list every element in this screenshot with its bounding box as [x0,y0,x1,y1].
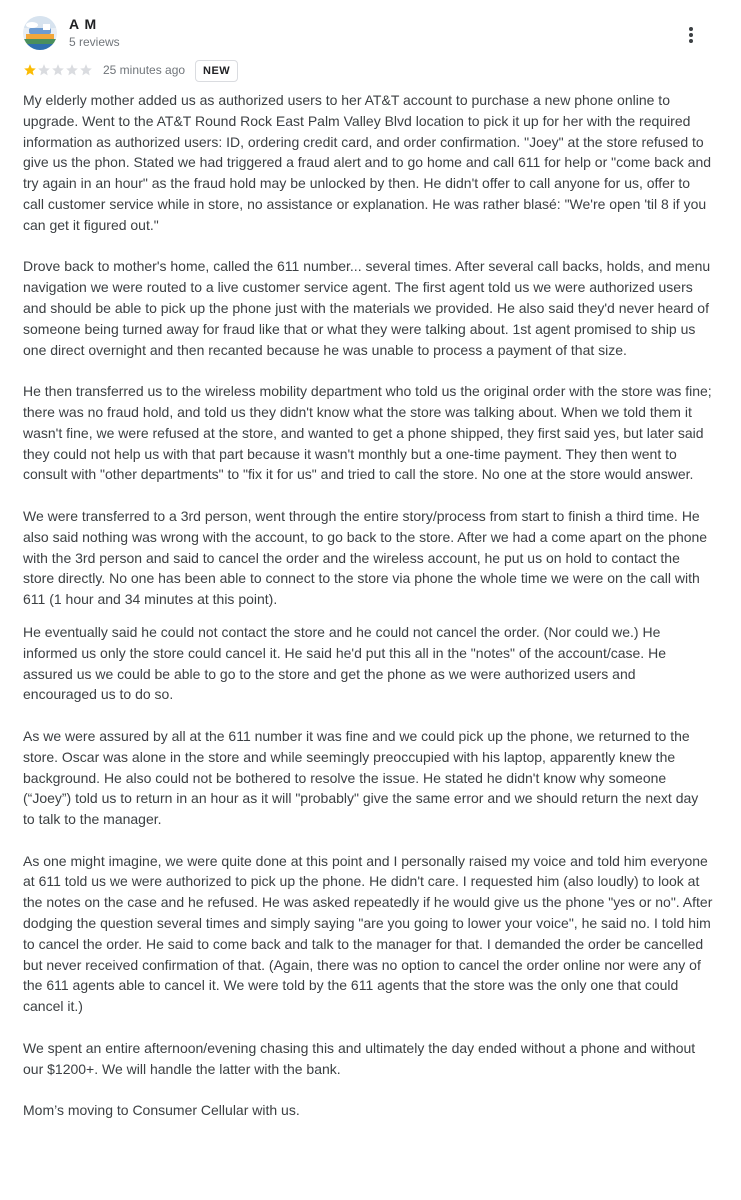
review-paragraph: We were transferred to a 3rd person, went through the entire story/process from start to finish a third time. He also said nothing was wrong with the account, to go back to the store. After we had a come apart on the phone with the 3rd person and said to cancel the order and the wireless account, he put us on hold to contact the store directly. No one has been able to connect to the store via phone the whole time we were on the call with 611 (1 hour and 34 minutes at this point). [23,507,708,608]
review-paragraph: My elderly mother added us as authorized users to her AT&T account to purchase a new phone online to upgrade. Went to the AT&T Round Rock East Palm Valley Blvd location to pick it up for her with the required information as authorized users: ID, ordering credit card, and order confirmation. "Joey" at the store refused to give us the phon. Stated we had triggered a fraud alert and to go home and call 611 for help or "come back and try again in an hour" as the fraud hold may be unlocked by then. He didn't offer to call anyone for us, offer to call customer service while in store, no assistance or explanation. He was rather blasé: "We're open 'til 8 if you can get it figured out." [23,92,712,233]
star-filled-icon [23,63,37,77]
review-time: 25 minutes ago [103,63,186,77]
review-paragraph: Mom’s moving to Consumer Cellular with us. [23,1102,300,1119]
review-paragraph: As we were assured by all at the 611 number it was fine and we could pick up the phone, we returned to the store. Oscar was alone in the store and while seemingly preoccupied with his laptop, apparently knew the background. He also could not be bothered to resolve the issue. He stated he didn't know why someone (“Joey”) told us to return in an hour as it will "probably" give the same error and we should return the next day to talk to the manager. [23,727,699,828]
review-header [23,16,713,56]
review-paragraph: He then transferred us to the wireless mobility department who told us the original order with the store was fine; there was no fraud hold, and told us they didn't know what the store was talking about. When we told them it wasn't fine, we were refused at the store, and wanted to get a phone shipped, they first said yes, but later said they could not help us with that part because it wasn't monthly but a one-time payment. They then went to consult with "other departments" to "fix it for us" and tried to call the store. No one at the store would answer. [23,383,712,483]
author-name[interactable]: A M [69,16,98,32]
review-paragraph: We spent an entire afternoon/evening chasing this and ultimately the day ended without a phone and without our $1200+. We will handle the latter with the bank. [23,1039,696,1077]
star-empty-icon [51,63,65,77]
review-paragraph: He eventually said he could not contact the store and he could not cancel the order. (Nor could we.) He informed us only the store could cancel it. He said he'd put this all in the "notes" of the account/case. He assured us we could be able to go to the store and get the phone as we were authorized users and encouraged us to do so. [23,623,666,703]
star-rating [23,63,93,77]
more-vert-icon-dot [689,39,693,43]
star-empty-icon [65,63,79,77]
star-empty-icon [79,63,93,77]
review-paragraph: Drove back to mother's home, called the 611 number... several times. After several call backs, holds, and menu navigation we were routed to a live customer service agent. The first agent told us we were authorized users and should be able to pick up the phone just with the materials we provided. He also said they'd never heard of someone being turned away for fraud like that or what they were talking about. 1st agent promised to ship us one direct overnight and then recanted because he was unable to process a payment of that size. [23,258,711,358]
review-paragraph: As one might imagine, we were quite done at this point and I personally raised my voice and told him everyone at 611 told us we were authorized to pick up the phone. He didn't care. I requested him (also loudly) to look at the notes on the case and he refused. He was asked repeatedly if he would give us the phone "yes or no". After dodging the question several times and simply saying "are you going to lower your voice", he said no. I told him to cancel the order. He said to come back and talk to the manager for that. I demanded the order be cancelled but never received confirmation of that. (Again, there was no option to cancel the order online nor were any of the 611 agents able to cancel it. We were told by the 611 agents that the store was the only one that could cancel it.) [23,852,713,1015]
review-text [23,90,713,1142]
review-meta [23,60,713,82]
more-vert-icon [689,27,693,31]
star-empty-icon [37,63,51,77]
more-vert-icon-dot [689,33,693,37]
avatar[interactable] [23,16,57,50]
new-badge: NEW [195,60,238,82]
landscape-avatar-icon [23,16,57,50]
more-options-button[interactable] [679,20,703,50]
author-reviews-count: 5 reviews [69,35,120,49]
